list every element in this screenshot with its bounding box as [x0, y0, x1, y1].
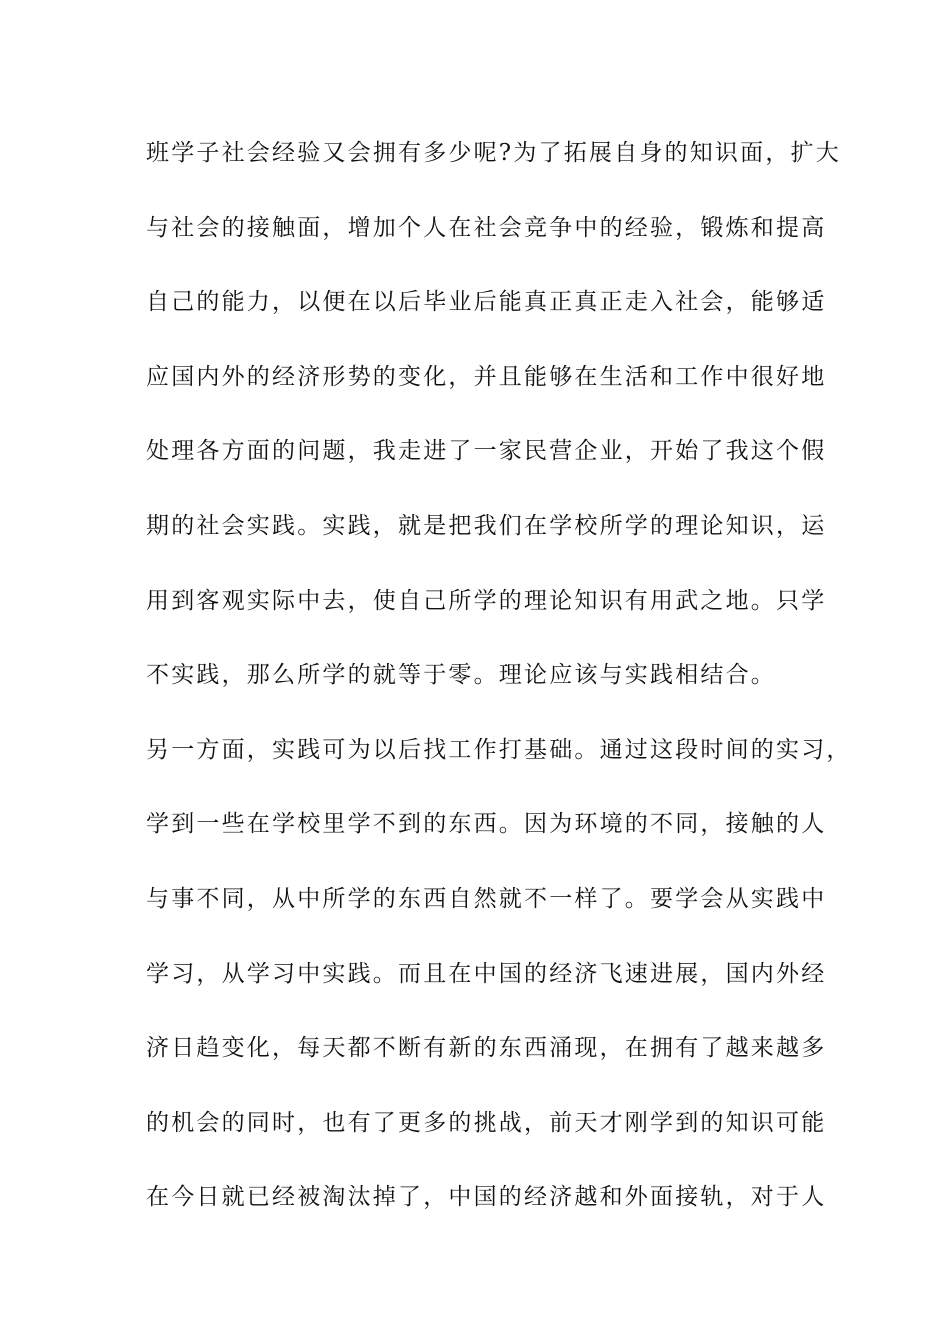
text-line: 学到一些在学校里学不到的东西。因为环境的不同，接触的人: [146, 811, 827, 838]
text-line: 与社会的接触面，增加个人在社会竞争中的经验，锻炼和提高: [146, 214, 827, 241]
text-line: 与事不同，从中所学的东西自然就不一样了。要学会从实践中: [146, 885, 827, 912]
text-line: 不实践，那么所学的就等于零。理论应该与实践相结合。: [146, 662, 776, 689]
text-line: 处理各方面的问题，我走进了一家民营企业，开始了我这个假: [146, 438, 827, 465]
text-line: 学习，从学习中实践。而且在中国的经济飞速进展，国内外经: [146, 960, 827, 987]
text-line: 班学子社会经验又会拥有多少呢?为了拓展自身的知识面，扩大: [146, 140, 841, 166]
text-line: 在今日就已经被淘汰掉了，中国的经济越和外面接轨，对于人: [146, 1184, 827, 1211]
text-line: 用到客观实际中去，使自己所学的理论知识有用武之地。只学: [146, 587, 827, 614]
text-line: 济日趋变化，每天都不断有新的东西涌现，在拥有了越来越多: [146, 1035, 827, 1062]
text-line: 自己的能力，以便在以后毕业后能真正真正走入社会，能够适: [146, 289, 827, 316]
text-line: 期的社会实践。实践，就是把我们在学校所学的理论知识，运: [146, 512, 827, 539]
text-line: 的机会的同时，也有了更多的挑战，前天才刚学到的知识可能: [146, 1109, 827, 1136]
text-line: 另一方面，实践可为以后找工作打基础。通过这段时间的实习，: [146, 736, 852, 763]
text-line: 应国内外的经济形势的变化，并且能够在生活和工作中很好地: [146, 363, 827, 390]
document-body: [146, 128, 852, 1247]
